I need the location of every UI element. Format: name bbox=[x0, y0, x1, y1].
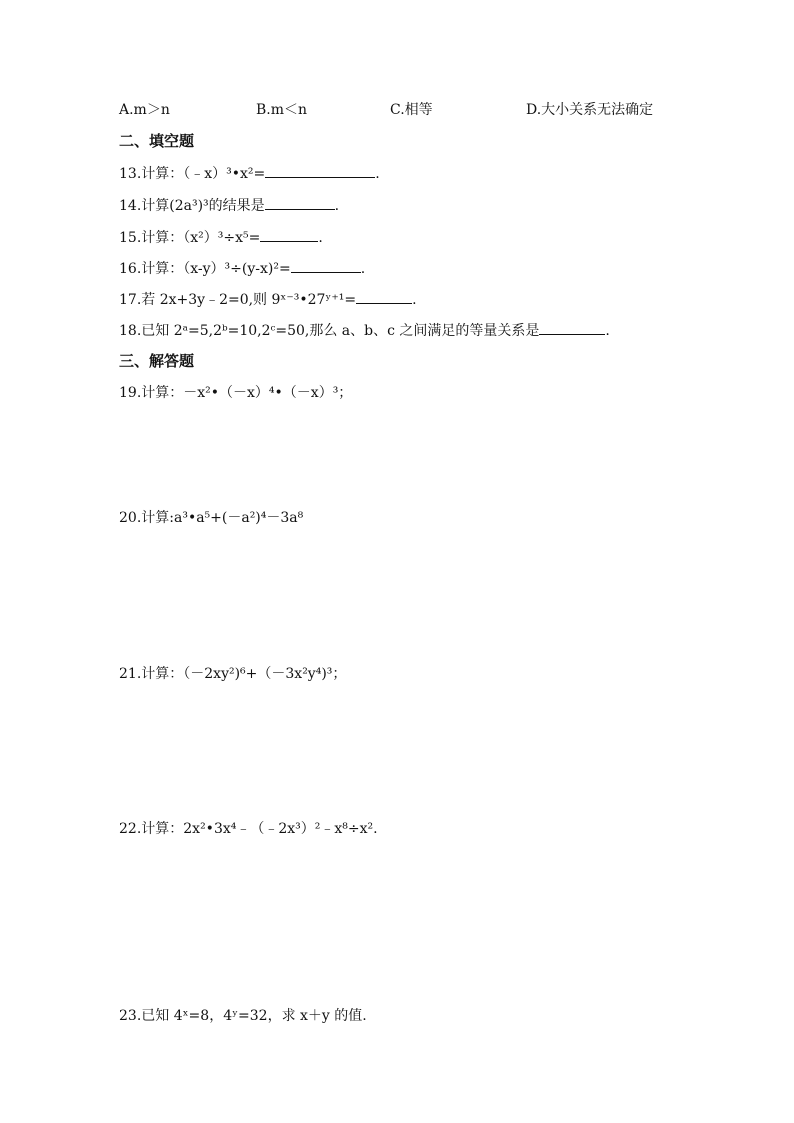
question-period: . bbox=[318, 230, 323, 246]
question-text: 若 2x+3y﹣2=0,则 9ˣ⁻³•27ʸ⁺¹= bbox=[141, 292, 357, 308]
section-title-fill: 二、填空题 bbox=[119, 132, 195, 150]
question-number: 14. bbox=[119, 198, 142, 214]
answer-blank[interactable] bbox=[260, 227, 318, 242]
question-number: 13. bbox=[119, 166, 142, 182]
question-text: 计算：－x²•（－x）⁴•（－x）³； bbox=[141, 385, 353, 401]
question-number: 20. bbox=[119, 510, 142, 526]
question-number: 21. bbox=[119, 666, 142, 682]
question-number: 18. bbox=[119, 323, 142, 339]
answer-blank[interactable] bbox=[265, 163, 375, 178]
question-text: 计算：（﹣x）³•x²= bbox=[141, 166, 266, 182]
question-period: . bbox=[605, 323, 610, 339]
question-16 bbox=[119, 258, 365, 279]
question-period: . bbox=[360, 261, 366, 277]
question-period: . bbox=[412, 292, 417, 308]
question-13 bbox=[119, 163, 380, 184]
question-number: 16. bbox=[119, 261, 142, 277]
question-period: . bbox=[375, 166, 380, 182]
question-19 bbox=[119, 383, 352, 403]
answer-blank[interactable] bbox=[539, 320, 605, 335]
question-14 bbox=[119, 195, 339, 216]
question-text: 计算:a³•a⁵+(－a²)⁴－3a⁸ bbox=[141, 510, 304, 526]
question-20 bbox=[119, 508, 303, 528]
question-text: 计算(2a³)³的结果是 bbox=[141, 198, 265, 214]
question-17 bbox=[119, 289, 417, 310]
question-text: 计算：2x²•3x⁴﹣（﹣2x³）²﹣x⁸÷x². bbox=[141, 821, 378, 837]
answer-blank[interactable] bbox=[291, 258, 361, 273]
question-number: 19. bbox=[119, 385, 142, 401]
question-21 bbox=[119, 664, 346, 684]
answer-blank[interactable] bbox=[356, 289, 412, 304]
option-d: D.大小关系无法确定 bbox=[526, 102, 654, 118]
question-23 bbox=[119, 1006, 367, 1026]
question-number: 17. bbox=[119, 292, 142, 308]
question-18 bbox=[119, 320, 610, 341]
question-period: . bbox=[334, 198, 340, 214]
question-number: 15. bbox=[119, 230, 142, 246]
question-text: 计算：（x²）³÷x⁵= bbox=[141, 230, 261, 246]
option-a: A.m＞n bbox=[119, 102, 170, 118]
question-text: 计算：（－2xy²)⁶+（－3x²y⁴)³； bbox=[141, 666, 347, 682]
question-22 bbox=[119, 819, 378, 839]
section-title-answer: 三、解答题 bbox=[119, 352, 195, 370]
option-b: B.m＜n bbox=[256, 102, 308, 118]
question-15 bbox=[119, 227, 323, 248]
question-number: 22. bbox=[119, 821, 142, 837]
question-text: 已知 4ˣ=8，4ʸ=32，求 x＋y 的值. bbox=[141, 1008, 367, 1024]
answer-blank[interactable] bbox=[265, 195, 335, 210]
option-c: C.相等 bbox=[390, 102, 433, 118]
question-text: 已知 2ᵃ=5,2ᵇ=10,2ᶜ=50,那么 a、b、c 之间满足的等量关系是 bbox=[141, 323, 540, 339]
question-text: 计算：（x-y）³÷(y-x)²= bbox=[141, 261, 291, 277]
question-number: 23. bbox=[119, 1008, 142, 1024]
